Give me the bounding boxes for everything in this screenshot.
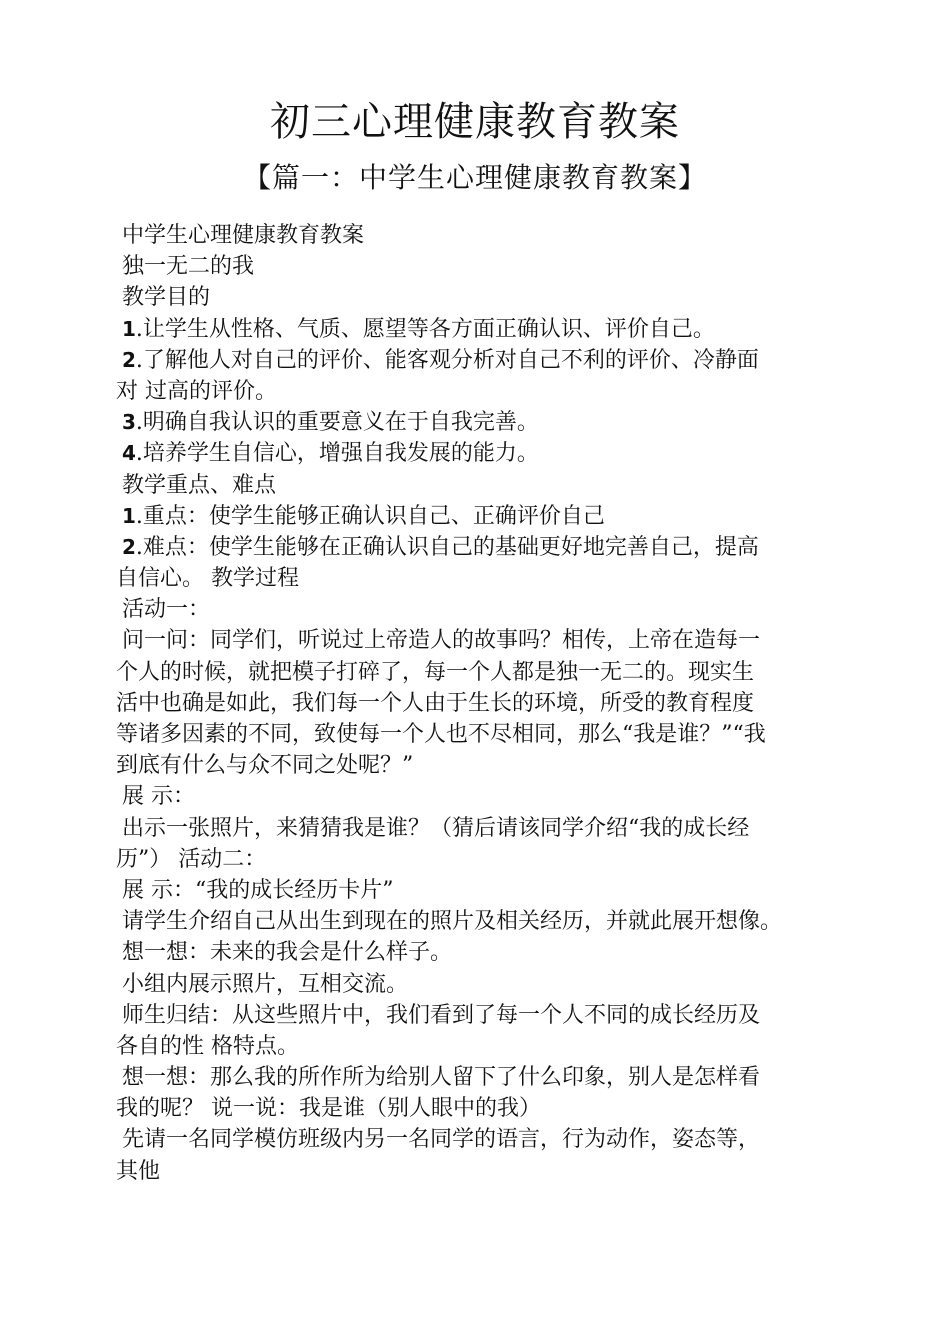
line-text: .明确自我认识的重要意义在于自我完善。 bbox=[135, 410, 539, 436]
text-line bbox=[116, 220, 896, 251]
text-line bbox=[116, 345, 896, 376]
text-line bbox=[116, 532, 896, 563]
line-text: 想一想：未来的我会是什么样子。 bbox=[122, 940, 453, 966]
line-text: .让学生从性格、气质、愿望等各方面正确认识、评价自己。 bbox=[135, 316, 715, 342]
text-line bbox=[116, 1062, 896, 1093]
line-text: 自信心。 教学过程 bbox=[116, 566, 299, 592]
document-title: 初三心理健康教育教案 bbox=[270, 99, 680, 145]
line-text: .培养学生自信心，增强自我发展的能力。 bbox=[135, 441, 539, 467]
line-text: 独一无二的我 bbox=[122, 254, 255, 280]
line-text: 个人的时候，就把模子打碎了，每一个人都是独一无二的。现实生 bbox=[116, 659, 755, 685]
line-text: 出示一张照片，来猜猜我是谁？（猜后请该同学介绍“我的成长经 bbox=[122, 815, 750, 841]
text-line bbox=[116, 563, 896, 594]
line-text: 展 示：“我的成长经历卡片” bbox=[122, 877, 394, 903]
line-text: 中学生心理健康教育教案 bbox=[122, 223, 365, 248]
line-text: 其他 bbox=[116, 1158, 161, 1184]
text-line bbox=[116, 657, 896, 688]
list-number: 1 bbox=[122, 503, 136, 528]
line-text: 请学生介绍自己从出生到现在的照片及相关经历，并就此展开想像。 bbox=[122, 909, 783, 935]
text-line bbox=[116, 470, 896, 501]
document-body bbox=[116, 220, 896, 1187]
line-text: 展 示： bbox=[122, 784, 195, 810]
line-text: 师生归结：从这些照片中，我们看到了每一个人不同的成长经历及 bbox=[122, 1002, 761, 1028]
text-line bbox=[116, 1156, 896, 1187]
line-text: .了解他人对自己的评价、能客观分析对自己不利的评价、冷静面 bbox=[135, 347, 759, 373]
text-line bbox=[116, 906, 896, 937]
text-line bbox=[116, 1093, 896, 1124]
text-line bbox=[116, 438, 896, 469]
text-line bbox=[116, 282, 896, 313]
text-line bbox=[116, 407, 896, 438]
text-line bbox=[116, 376, 896, 407]
text-line bbox=[116, 1000, 896, 1031]
text-line bbox=[116, 688, 896, 719]
line-text: 教学重点、难点 bbox=[122, 472, 277, 498]
text-line bbox=[116, 1124, 896, 1155]
line-text: 活动一： bbox=[122, 597, 211, 623]
line-text: 先请一名同学模仿班级内另一名同学的语言，行为动作，姿态等， bbox=[122, 1127, 761, 1153]
document-subtitle: 【篇一：中学生心理健康教育教案】 bbox=[242, 161, 707, 194]
text-line bbox=[116, 501, 896, 532]
line-text: 对 过高的评价。 bbox=[116, 378, 277, 404]
list-number: 4 bbox=[122, 441, 136, 466]
text-line bbox=[116, 1031, 896, 1062]
text-line bbox=[116, 969, 896, 1000]
list-number: 2 bbox=[122, 534, 136, 559]
list-number: 1 bbox=[122, 316, 136, 341]
line-text: .重点：使学生能够正确认识自己、正确评价自己 bbox=[135, 503, 605, 529]
line-text: .难点：使学生能够在正确认识自己的基础更好地完善自己，提高 bbox=[135, 534, 759, 560]
line-text: 教学目的 bbox=[122, 285, 211, 311]
line-text: 我的呢？ 说一说：我是谁（别人眼中的我） bbox=[116, 1096, 541, 1122]
text-line bbox=[116, 875, 896, 906]
line-text: 小组内展示照片，互相交流。 bbox=[122, 971, 409, 997]
text-line bbox=[116, 719, 896, 750]
text-line bbox=[116, 844, 896, 875]
text-line bbox=[116, 781, 896, 812]
line-text: 历”） 活动二： bbox=[116, 846, 267, 872]
line-text: 等诸多因素的不同，致使每一个人也不尽相同，那么“我是谁？”“我 bbox=[116, 722, 766, 747]
line-text: 想一想：那么我的所作所为给别人留下了什么印象，别人是怎样看 bbox=[122, 1065, 761, 1091]
list-number: 2 bbox=[122, 347, 136, 372]
text-line bbox=[116, 813, 896, 844]
text-line bbox=[116, 750, 896, 781]
text-line bbox=[116, 937, 896, 968]
text-line bbox=[116, 625, 896, 656]
line-text: 活中也确是如此，我们每一个人由于生长的环境，所受的教育程度 bbox=[116, 690, 755, 716]
line-text: 到底有什么与众不同之处呢？” bbox=[116, 753, 414, 779]
line-text: 问一问：同学们，听说过上帝造人的故事吗？相传，上帝在造每一 bbox=[122, 628, 761, 654]
list-number: 3 bbox=[122, 410, 136, 435]
text-line bbox=[116, 594, 896, 625]
line-text: 各自的性 格特点。 bbox=[116, 1033, 299, 1059]
text-line bbox=[116, 314, 896, 345]
text-line bbox=[116, 251, 896, 282]
